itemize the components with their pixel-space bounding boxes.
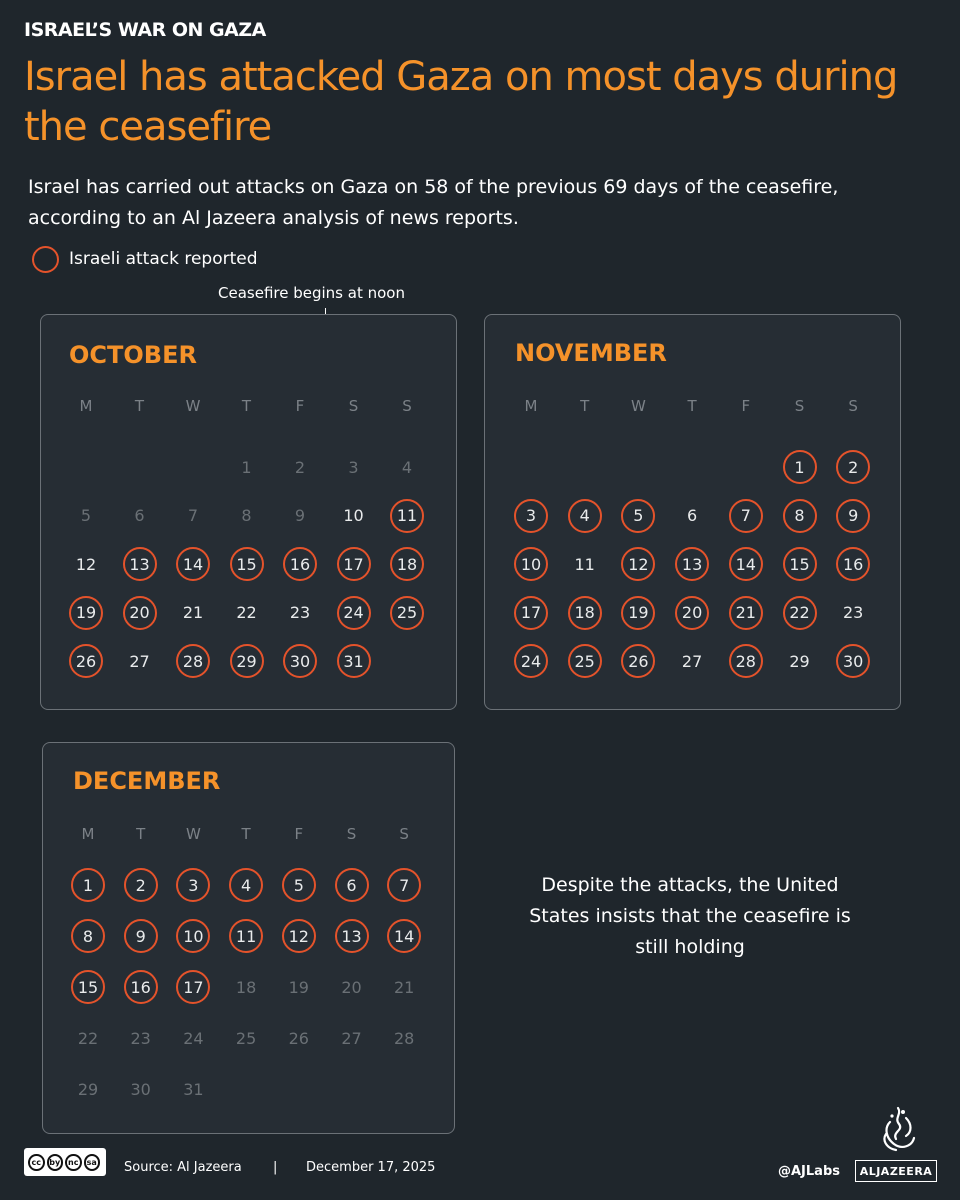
weekday-header: F — [295, 397, 305, 415]
day-cell: 28 — [394, 1028, 415, 1048]
day-attack: 14 — [176, 547, 210, 581]
day-attack: 18 — [390, 547, 424, 581]
weekday-header: S — [848, 397, 858, 415]
day-cell: 2 — [294, 457, 306, 477]
weekday-header: T — [241, 397, 252, 415]
day-cell: 6 — [687, 506, 698, 525]
day-cell: 22 — [236, 603, 257, 622]
day-attack: 4 — [229, 868, 263, 902]
day-attack: 19 — [621, 596, 655, 630]
day-cell: 18 — [235, 977, 257, 997]
weekday-header: S — [399, 825, 409, 843]
day-cell: 1 — [241, 457, 252, 477]
day-attack: 5 — [621, 499, 655, 533]
day-attack: 5 — [282, 868, 316, 902]
weekday-header: F — [741, 397, 751, 415]
day-attack: 7 — [387, 868, 421, 902]
day-cell: 23 — [289, 603, 311, 622]
day-attack: 2 — [124, 868, 158, 902]
kicker: ISRAEL’S WAR ON GAZA — [24, 19, 266, 41]
publish-date: December 17, 2025 — [306, 1160, 436, 1175]
day-attack: 11 — [229, 919, 263, 953]
weekday-header: T — [580, 397, 590, 415]
cc-license-badge — [24, 1148, 106, 1176]
day-attack: 17 — [176, 970, 210, 1004]
day-attack: 29 — [230, 644, 264, 678]
day-attack: 26 — [621, 644, 655, 678]
day-cell: 29 — [789, 651, 810, 671]
weekday-header: S — [794, 397, 805, 415]
day-attack: 7 — [729, 499, 763, 533]
day-attack: 15 — [783, 547, 817, 581]
day-cell: 7 — [187, 506, 199, 525]
weekday-header: S — [402, 397, 412, 415]
day-cell: 26 — [288, 1028, 309, 1048]
day-cell: 12 — [75, 554, 97, 574]
day-attack: 21 — [729, 596, 763, 630]
month-title: OCTOBER — [69, 341, 197, 369]
day-attack: 16 — [283, 547, 317, 581]
day-attack: 9 — [124, 919, 158, 953]
day-attack: 4 — [568, 499, 602, 533]
weekday-header: T — [134, 397, 145, 415]
day-attack: 25 — [568, 644, 602, 678]
day-cell: 19 — [288, 977, 309, 997]
ceasefire-annotation: Ceasefire begins at noon — [218, 284, 405, 302]
weekday-header: S — [346, 825, 357, 843]
day-cell: 31 — [183, 1079, 204, 1099]
day-cell: 25 — [235, 1028, 257, 1048]
weekday-header: W — [630, 397, 646, 415]
day-attack: 18 — [568, 596, 602, 630]
weekday-header: M — [524, 397, 538, 415]
day-attack: 3 — [514, 499, 548, 533]
day-attack: 14 — [387, 919, 421, 953]
day-cell: 4 — [401, 457, 413, 477]
by-icon: by — [47, 1154, 64, 1171]
day-attack: 1 — [71, 868, 105, 902]
day-cell: 22 — [77, 1028, 99, 1048]
calendar-october — [40, 314, 457, 710]
day-attack: 16 — [836, 547, 870, 581]
day-attack: 25 — [390, 596, 424, 630]
day-attack: 19 — [69, 596, 103, 630]
calendar-december — [42, 742, 455, 1134]
day-cell: 23 — [843, 603, 864, 622]
day-cell: 27 — [681, 651, 703, 671]
ceasefire-note: Despite the attacks, the United States insists that the ceasefire is still holding — [529, 874, 851, 958]
day-cell: 6 — [134, 506, 145, 525]
weekday-header: W — [185, 825, 201, 843]
day-attack: 14 — [729, 547, 763, 581]
weekday-header: T — [136, 825, 146, 843]
day-cell: 10 — [343, 506, 364, 525]
day-cell: 8 — [241, 506, 252, 525]
day-attack: 26 — [69, 644, 103, 678]
day-cell: 21 — [394, 977, 415, 997]
weekday-header: S — [348, 397, 359, 415]
day-cell: 29 — [77, 1079, 99, 1099]
aljazeera-logo-icon — [872, 1104, 924, 1156]
aljazeera-wordmark: ALJAZEERA — [855, 1160, 937, 1182]
day-cell: 11 — [574, 554, 595, 574]
day-attack: 13 — [675, 547, 709, 581]
calendar-november — [484, 314, 901, 710]
day-cell: 27 — [341, 1028, 362, 1048]
day-attack: 8 — [71, 919, 105, 953]
day-attack: 3 — [176, 868, 210, 902]
day-cell: 21 — [182, 603, 204, 622]
weekday-header: F — [294, 825, 304, 843]
subhead: Israel has carried out attacks on Gaza on 58 of the previous 69 days of the ceasefire, according to an Al Jazeera analysis of news reports. — [28, 176, 839, 229]
day-attack: 31 — [337, 644, 371, 678]
footer — [0, 1148, 960, 1188]
day-cell: 3 — [348, 457, 359, 477]
day-attack: 2 — [836, 450, 870, 484]
nc-icon: nc — [65, 1154, 82, 1171]
legend-label: Israeli attack reported — [69, 249, 258, 269]
month-title: DECEMBER — [73, 767, 221, 795]
day-attack: 28 — [729, 644, 763, 678]
day-attack: 11 — [390, 499, 424, 533]
day-attack: 12 — [621, 547, 655, 581]
day-attack: 20 — [123, 596, 157, 630]
headline: Israel has attacked Gaza on most days during the ceasefire — [24, 54, 898, 150]
day-attack: 13 — [123, 547, 157, 581]
day-cell: 5 — [80, 506, 92, 525]
attack-ring-icon — [32, 246, 59, 273]
sa-icon: sa — [84, 1154, 101, 1171]
day-attack: 9 — [836, 499, 870, 533]
day-attack: 6 — [335, 868, 369, 902]
source-credit: Source: Al Jazeera — [124, 1160, 242, 1175]
day-cell: 23 — [130, 1028, 151, 1048]
day-cell: 24 — [183, 1028, 204, 1048]
footer-separator: | — [273, 1160, 278, 1175]
day-attack: 12 — [282, 919, 316, 953]
weekday-header: T — [687, 397, 697, 415]
day-attack: 20 — [675, 596, 709, 630]
day-attack: 10 — [514, 547, 548, 581]
day-attack: 28 — [176, 644, 210, 678]
day-attack: 16 — [124, 970, 158, 1004]
day-attack: 17 — [514, 596, 548, 630]
day-attack: 24 — [514, 644, 548, 678]
day-attack: 30 — [836, 644, 870, 678]
day-attack: 24 — [337, 596, 371, 630]
weekday-header: W — [185, 397, 201, 415]
weekday-header: T — [241, 825, 251, 843]
day-attack: 1 — [783, 450, 817, 484]
day-attack: 13 — [335, 919, 369, 953]
day-attack: 8 — [783, 499, 817, 533]
day-attack: 15 — [230, 547, 264, 581]
ajlabs-handle: @AJLabs — [778, 1164, 840, 1179]
day-cell: 9 — [294, 506, 306, 525]
day-attack: 30 — [283, 644, 317, 678]
day-attack: 15 — [71, 970, 105, 1004]
day-cell: 20 — [341, 977, 362, 997]
weekday-header: M — [79, 397, 93, 415]
legend — [32, 244, 258, 274]
cc-icon: cc — [28, 1154, 45, 1171]
day-cell: 30 — [130, 1079, 151, 1099]
weekday-header: M — [81, 825, 95, 843]
month-title: NOVEMBER — [515, 339, 667, 367]
day-cell: 27 — [129, 651, 150, 671]
day-attack: 17 — [337, 547, 371, 581]
day-attack: 22 — [783, 596, 817, 630]
day-attack: 10 — [176, 919, 210, 953]
